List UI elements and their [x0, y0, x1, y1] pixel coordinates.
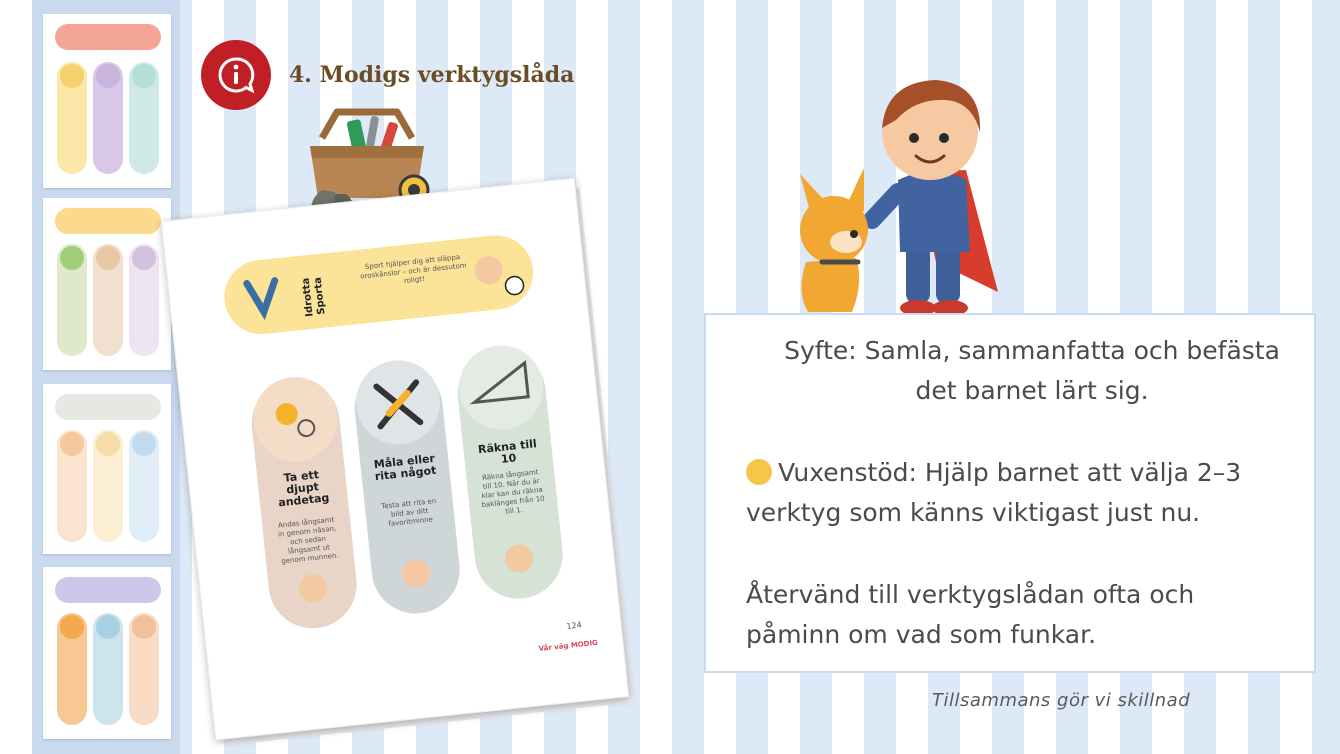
worksheet-page-number: 124 — [565, 620, 583, 631]
worksheet-brand: Vår väg MODIG — [538, 638, 599, 654]
card-2-title: Måla eller rita något — [373, 451, 437, 484]
footer-tagline: Tillsammans gör vi skillnad — [932, 690, 1191, 711]
thumbnail-2-art — [43, 198, 171, 370]
thumbnail-4-art — [43, 567, 171, 739]
thumbnail-page-1[interactable] — [43, 14, 171, 188]
yellow-dot-icon — [746, 459, 772, 485]
card-1-title: Ta ett djupt andetag — [277, 468, 330, 510]
thumbnail-page-2[interactable] — [43, 198, 171, 370]
top-card-title: Idrotta Sporta — [300, 276, 328, 318]
top-card-text: Sport hjälper dig att släppa oroskänslor – och är dessutom roligt! — [359, 253, 467, 286]
reminder-text: Återvänd till verktygslådan ofta och påminn om vad som funkar. — [746, 580, 1195, 649]
thumbnail-3-art — [43, 384, 171, 554]
card-3-text: Räkna långsamt till 10. När du är klar kan du räkna baklänges från 10 till 1. — [481, 468, 546, 516]
thumbnail-page-4[interactable] — [43, 567, 171, 739]
worksheet-page — [161, 178, 629, 741]
card-2-text: Testa att rita en bild av ditt favoritminne — [380, 496, 437, 529]
boy-with-dog-illustration — [776, 62, 1006, 320]
card-1-text: Andas långsamt in genom näsan, och sedan långsamt ut genom munnen. — [277, 515, 340, 566]
thumbnail-page-3[interactable] — [43, 384, 171, 554]
purpose-text: Syfte: Samla, sammanfatta och befästa det barnet lärt sig. — [784, 336, 1280, 405]
purpose-panel — [704, 313, 1316, 673]
slide-title: 4. Modigs verktygslåda — [289, 62, 575, 88]
card-3-title: Räkna till 10 — [477, 437, 538, 466]
adult-support-label: Vuxenstöd: Hjälp barnet att välja 2–3 verktyg som känns viktigast just nu. — [746, 458, 1242, 527]
adult-support-text — [746, 453, 1306, 533]
thumbnail-1-art — [43, 14, 171, 188]
info-icon — [216, 55, 256, 95]
info-badge — [201, 40, 271, 110]
